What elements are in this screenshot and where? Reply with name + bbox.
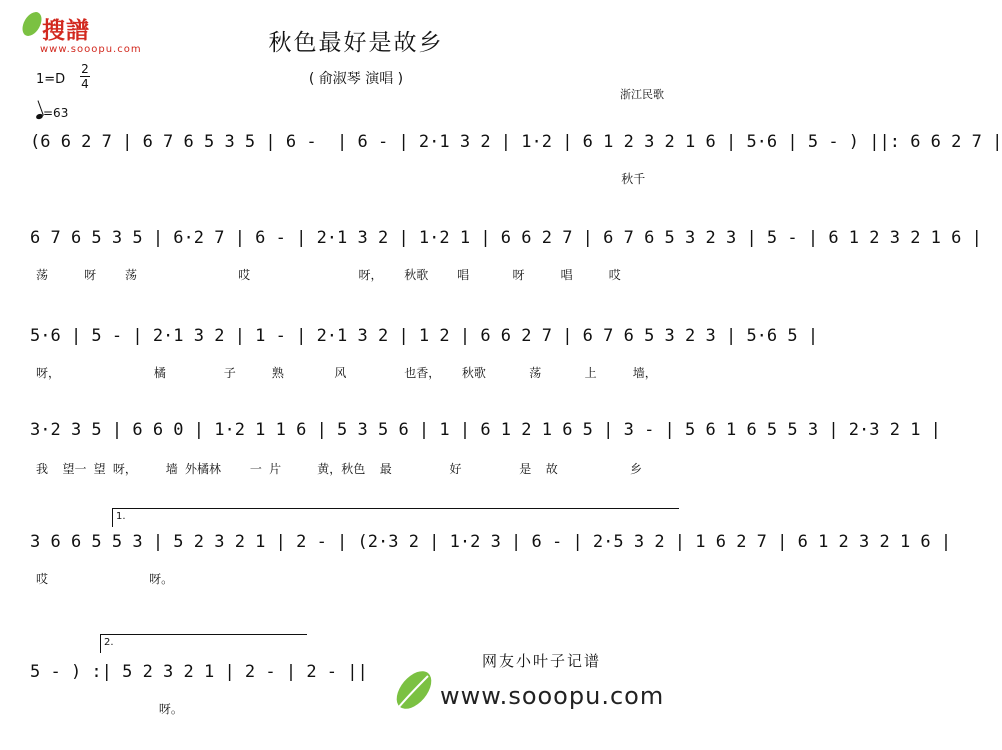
volta-second: [100, 634, 307, 653]
score-row-1: (6 6 2 7 | 6 7 6 5 3 5 | 6 - | 6 - | 2·1 3 2 | 1·2 | 6 1 2 3 2 1 6 | 5·6 | 5 - ) ||: 6 6 2 7 |: [30, 132, 1002, 152]
time-top: 2: [81, 62, 89, 76]
tempo-value: =63: [43, 106, 69, 120]
lyric-row-6: 呀。: [36, 702, 183, 716]
lyric-row-4: 我 望一 望 呀， 墙 外橘林 一 片 黄，秋色 最 好 是 故 乡: [36, 462, 643, 476]
volta-first: [112, 508, 679, 527]
time-bottom: 4: [81, 77, 89, 91]
lyric-row-2: 荡 呀 荡 哎 呀， 秋歌 唱 呀 唱 哎: [36, 268, 621, 282]
key-signature: 1=D: [36, 72, 66, 87]
logo-text: 搜譜: [42, 17, 90, 44]
song-origin: 浙江民歌: [620, 88, 664, 101]
transcriber-credit: 网友小叶子记谱: [482, 652, 602, 670]
leaf-watermark-icon: [388, 664, 438, 716]
score-row-6: 5 - ) :| 5 2 3 2 1 | 2 - | 2 - ||: [30, 662, 368, 682]
tempo-mark: [36, 106, 68, 120]
logo-url: www.sooopu.com: [40, 44, 142, 55]
footer-url[interactable]: www.sooopu.com: [440, 682, 665, 710]
time-signature: [80, 62, 90, 91]
score-row-5: 3 6 6 5 5 3 | 5 2 3 2 1 | 2 - | (2·3 2 | 1·2 3 | 6 - | 2·5 3 2 | 1 6 2 7 | 6 1 2 3 2 1 6 |: [30, 532, 952, 552]
song-title: 秋色最好是故乡: [268, 30, 444, 56]
volta-first-label: 1.: [116, 511, 126, 522]
score-row-2: 6 7 6 5 3 5 | 6·2 7 | 6 - | 2·1 3 2 | 1·2 1 | 6 6 2 7 | 6 7 6 5 3 2 3 | 5 - | 6 1 2 3 2 1 6 |: [30, 228, 982, 248]
volta-second-label: 2.: [104, 637, 114, 648]
singer-credit: ( 俞淑琴 演唱 ): [308, 71, 404, 87]
score-row-4: 3·2 3 5 | 6 6 0 | 1·2 1 1 6 | 5 3 5 6 | 1 | 6 1 2 1 6 5 | 3 - | 5 6 1 6 5 5 3 | 2·3 2 1 |: [30, 420, 941, 440]
score-row-3: 5·6 | 5 - | 2·1 3 2 | 1 - | 2·1 3 2 | 1 2 | 6 6 2 7 | 6 7 6 5 3 2 3 | 5·6 5 |: [30, 326, 819, 346]
lyric-row-5: 哎 呀。: [36, 572, 174, 586]
lyric-row-3: 呀， 橘 子 熟 风 也香， 秋歌 荡 上 墙，: [36, 366, 657, 380]
lyric-row-1: 秋千: [36, 172, 646, 186]
